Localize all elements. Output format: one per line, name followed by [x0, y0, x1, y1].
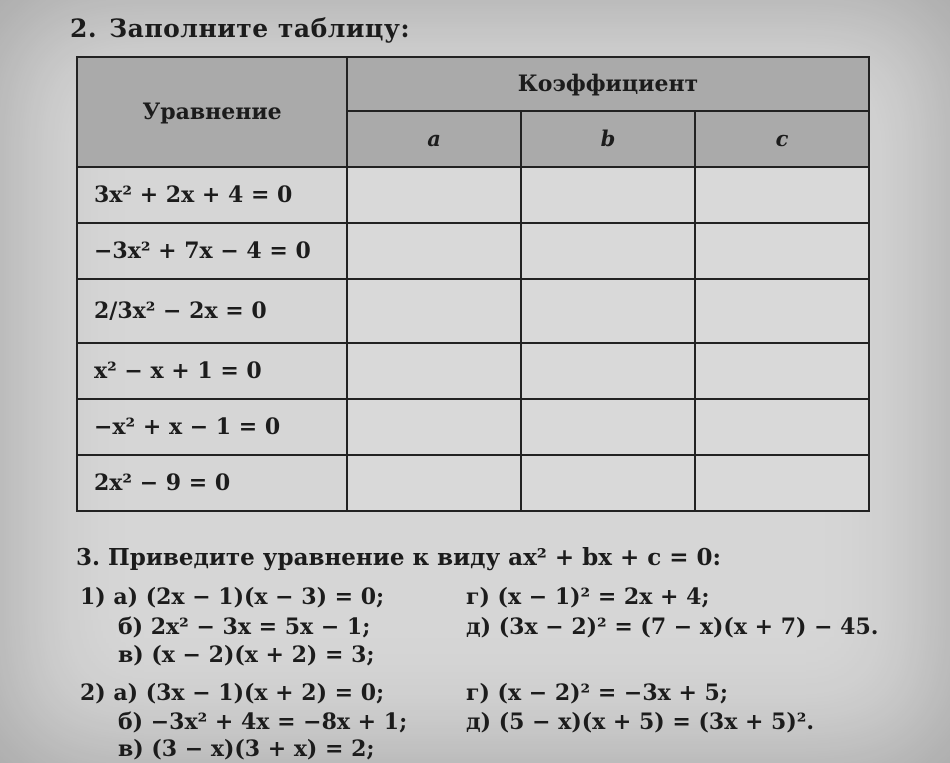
task-2-number: 2. [70, 14, 98, 43]
task-2-title [70, 14, 410, 43]
coef-a-cell[interactable] [347, 167, 521, 223]
exercise-2a: 2) а) (3x − 1)(x + 2) = 0; [80, 680, 385, 706]
coef-c-cell[interactable] [695, 399, 869, 455]
coef-c-cell[interactable] [695, 167, 869, 223]
coef-a-cell[interactable] [347, 399, 521, 455]
coef-c-cell[interactable] [695, 343, 869, 399]
exercise-2b: б) −3x² + 4x = −8x + 1; [118, 709, 408, 735]
exercise-2d: д) (5 − x)(x + 5) = (3x + 5)². [466, 709, 815, 735]
exercise-1a: 1) а) (2x − 1)(x − 3) = 0; [80, 584, 385, 610]
equation-cell: −3x² + 7x − 4 = 0 [77, 223, 347, 279]
coef-a-cell[interactable] [347, 343, 521, 399]
table-row [77, 223, 869, 279]
coef-a-cell[interactable] [347, 455, 521, 511]
coef-c-cell[interactable] [695, 455, 869, 511]
coef-b-header: b [521, 111, 695, 167]
task-3-title: 3. Приведите уравнение к виду ax² + bx + c = 0: [76, 544, 722, 571]
equation-cell: 3x² + 2x + 4 = 0 [77, 167, 347, 223]
task-2-text: Заполните таблицу: [109, 14, 411, 43]
coef-b-cell[interactable] [521, 223, 695, 279]
exercise-1b: б) 2x² − 3x = 5x − 1; [118, 614, 371, 640]
table-row [77, 167, 869, 223]
coef-b-cell[interactable] [521, 279, 695, 343]
coef-a-cell[interactable] [347, 223, 521, 279]
exercise-1g: г) (x − 1)² = 2x + 4; [466, 584, 710, 610]
table-row [77, 279, 869, 343]
coef-b-cell[interactable] [521, 343, 695, 399]
equation-cell: 2/3x² − 2x = 0 [77, 279, 347, 343]
table-row [77, 399, 869, 455]
coef-b-cell[interactable] [521, 455, 695, 511]
coef-b-cell[interactable] [521, 167, 695, 223]
coef-c-cell[interactable] [695, 223, 869, 279]
coefficient-column-header: Коэффициент [347, 57, 869, 111]
exercise-2g: г) (x − 2)² = −3x + 5; [466, 680, 728, 706]
coef-c-header: c [695, 111, 869, 167]
coef-b-cell[interactable] [521, 399, 695, 455]
coef-c-cell[interactable] [695, 279, 869, 343]
equation-cell: x² − x + 1 = 0 [77, 343, 347, 399]
coef-a-header: a [347, 111, 521, 167]
equation-cell: 2x² − 9 = 0 [77, 455, 347, 511]
exercise-1d: д) (3x − 2)² = (7 − x)(x + 7) − 45. [466, 614, 879, 640]
equation-column-header: Уравнение [77, 57, 347, 167]
exercise-2v: в) (3 − x)(3 + x) = 2; [118, 736, 375, 762]
coef-a-cell[interactable] [347, 279, 521, 343]
exercise-1v: в) (x − 2)(x + 2) = 3; [118, 642, 375, 668]
table-row [77, 343, 869, 399]
coefficients-table [76, 56, 870, 512]
table-row [77, 455, 869, 511]
equation-cell: −x² + x − 1 = 0 [77, 399, 347, 455]
